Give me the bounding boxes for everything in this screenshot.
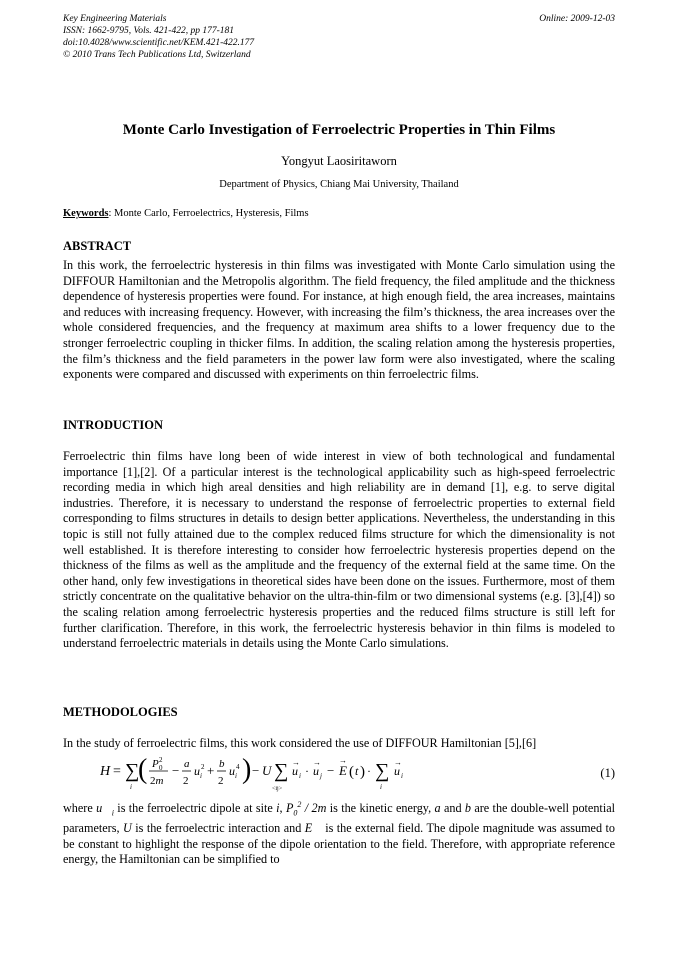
issn-line: ISSN: 1662-9795, Vols. 421-422, pp 177-181: [63, 26, 234, 36]
svg-text:i: i: [299, 772, 301, 780]
svg-text:u: u: [292, 764, 298, 778]
svg-text:0: 0: [159, 764, 163, 772]
author-name: Yongyut Laosiritaworn: [281, 154, 397, 168]
methodologies-where-text: where $u⃗_i$ is the ferroelectric dipole at site i, $P_0^2 / 2m$ is the kinetic energy, a and b are the double-well potential parameters, U is the ferroelectric interaction and E⃗ is the external field. The dipole magnitude was assumed to be constant to highlight the response of the dipole orientation to the field. Therefore, with appropriate reference energy, the Hamiltonian can be simplified to: [63, 800, 616, 867]
where-part-3: is the kinetic energy,: [326, 801, 435, 816]
methodologies-intro: In the study of ferroelectric films, this work considered the use of DIFFOUR Hamiltonian [5],[6]: [63, 736, 537, 750]
abstract-heading: ABSTRACT: [63, 239, 132, 253]
svg-text:−: −: [172, 763, 180, 778]
field-symbol: E⃗: [304, 821, 322, 836]
svg-text:i: i: [380, 783, 382, 791]
where-part-4: and: [440, 801, 465, 816]
where-part-6: is the ferroelectric interaction and: [131, 821, 305, 836]
equation-graphic: [100, 754, 570, 794]
paper-title: Monte Carlo Investigation of Ferroelectric Properties in Thin Films: [122, 122, 556, 138]
svg-text:a: a: [184, 758, 190, 770]
online-date: Online: 2009-12-03: [539, 14, 615, 24]
svg-text:u: u: [194, 764, 200, 778]
svg-text:→: →: [292, 758, 300, 767]
equation-number: (1): [600, 766, 615, 780]
svg-text:2: 2: [183, 775, 189, 787]
dipole-symbol: $u⃗_i$: [96, 801, 114, 818]
svg-text:P: P: [152, 758, 159, 770]
svg-text:∑: ∑: [125, 760, 140, 782]
svg-text:→: →: [313, 758, 321, 767]
svg-text:→: →: [339, 756, 347, 765]
svg-text:2m: 2m: [150, 775, 164, 787]
methodologies-heading: METHODOLOGIES: [63, 705, 178, 719]
svg-text:=: =: [113, 764, 121, 779]
svg-text:(: (: [349, 764, 354, 780]
journal-name: Key Engineering Materials: [63, 14, 167, 24]
svg-text:∑: ∑: [375, 760, 390, 782]
svg-text:i: i: [401, 772, 403, 780]
svg-text:4: 4: [236, 763, 240, 771]
svg-text:u: u: [313, 764, 319, 778]
svg-text:<ij>: <ij>: [272, 786, 283, 792]
svg-text:): ): [360, 764, 365, 780]
svg-text:−: −: [327, 763, 335, 778]
svg-text:t: t: [355, 764, 359, 778]
introduction-text: Ferroelectric thin films have long been of wide interest in view of both technological and fundamental importance [1],[2]. Of a particular interest is the technological applicability such as high-speed ferroelectric recording media in which high areal densities and high reliability are in demand [1], e.g. to serve digital industries. Therefore, it is necessary to understand the response of ferroelectric properties to external field corresponding to films structures in details to design better applications. Nevertheless, the understanding in this topic is still not fully attained due to the complex reduced films structure for which the dimensionality is not well established. It is therefore interesting to consider how ferroelectric hysteresis properties depend on the thickness of the films as well as the amplitude and the frequency of the external field at the same time. On the other hand, only few investigations in theoretical sides have been done on the issues. Furthermore, most of them strictly concentrate on the qualitative behavior on the ultra-thin-film or two dimensional systems (e.g. [3],[4]) so the scaling relation among ferroelectric hysteresis properties and the reduced films structure is still left for further clarification. Therefore, in this work, the ferroelectric hysteresis behavior in thin films is modeled to understand ferroelectric materials in details using the Monte Carlo simulations.: [63, 449, 615, 651]
svg-text:i: i: [200, 772, 202, 780]
svg-text:2: 2: [159, 756, 163, 764]
author-affiliation: Department of Physics, Chiang Mai University, Thailand: [219, 179, 459, 190]
svg-text:i: i: [235, 772, 237, 780]
journal-header: [63, 13, 615, 61]
svg-text:(: (: [138, 754, 148, 785]
svg-text:): ): [242, 754, 252, 785]
svg-text:E: E: [339, 763, 347, 778]
svg-text:b: b: [219, 758, 225, 770]
introduction-heading: INTRODUCTION: [63, 418, 164, 432]
hamiltonian-equation: [100, 754, 615, 794]
keywords-line: [63, 208, 309, 219]
where-part-2: is the ferroelectric dipole at site: [113, 801, 277, 816]
svg-text:2: 2: [201, 763, 205, 771]
doi-line: doi:10.4028/www.scientific.net/KEM.421-422.177: [63, 38, 255, 48]
copyright-line: © 2010 Trans Tech Publications Ltd, Switzerland: [63, 50, 251, 60]
svg-text:·: ·: [305, 764, 309, 778]
where-part-5: are the double-well potential parameters,: [63, 801, 616, 836]
where-part-7: is the external field. The dipole magnitude was assumed to be constant to highlight the response of the dipole orientation to the field. Therefore, with appropriate reference energy, the Hamiltonian can be simplified to: [63, 821, 615, 867]
svg-text:u: u: [394, 764, 400, 778]
svg-text:∑: ∑: [274, 760, 289, 782]
svg-text:j: j: [320, 772, 322, 780]
svg-text:+: +: [207, 763, 215, 778]
svg-text:·: ·: [367, 764, 371, 778]
svg-text:U: U: [262, 763, 272, 778]
svg-text:H: H: [100, 764, 111, 779]
keywords-text: : Monte Carlo, Ferroelectrics, Hysteresis, Films: [108, 208, 309, 219]
svg-text:u: u: [229, 764, 235, 778]
svg-text:2: 2: [218, 775, 224, 787]
svg-text:i: i: [130, 783, 132, 791]
svg-text:→: →: [394, 758, 402, 767]
where-part-1: where: [63, 801, 93, 816]
svg-text:−: −: [252, 763, 260, 778]
keywords-label: Keywords: [63, 208, 109, 219]
kinetic-symbol: $P_0^2 / 2m$: [285, 800, 327, 818]
abstract-text: In this work, the ferroelectric hysteresis in thin films was investigated with Monte Carlo simulation using the DIFFOUR Hamiltonian and the Metropolis algorithm. The field frequency, the filed amplitude and the thickness dependence of hysteresis properties were found. For instance, at high enough field, the area increases, maintains and reduces with increasing frequency. However, with increasing the film’s thickness, the area increases over the whole considered frequencies, and the frequency at maximum area shifts to a lower frequency due to the stronger ferroelectric coupling in thicker films. In addition, the scaling relation among the hysteresis properties, the film’s thickness and the field parameters in the power law form were also investigated, where the scaling exponents were compared and discussed with experiments on thin ferroelectric films.: [63, 258, 615, 382]
